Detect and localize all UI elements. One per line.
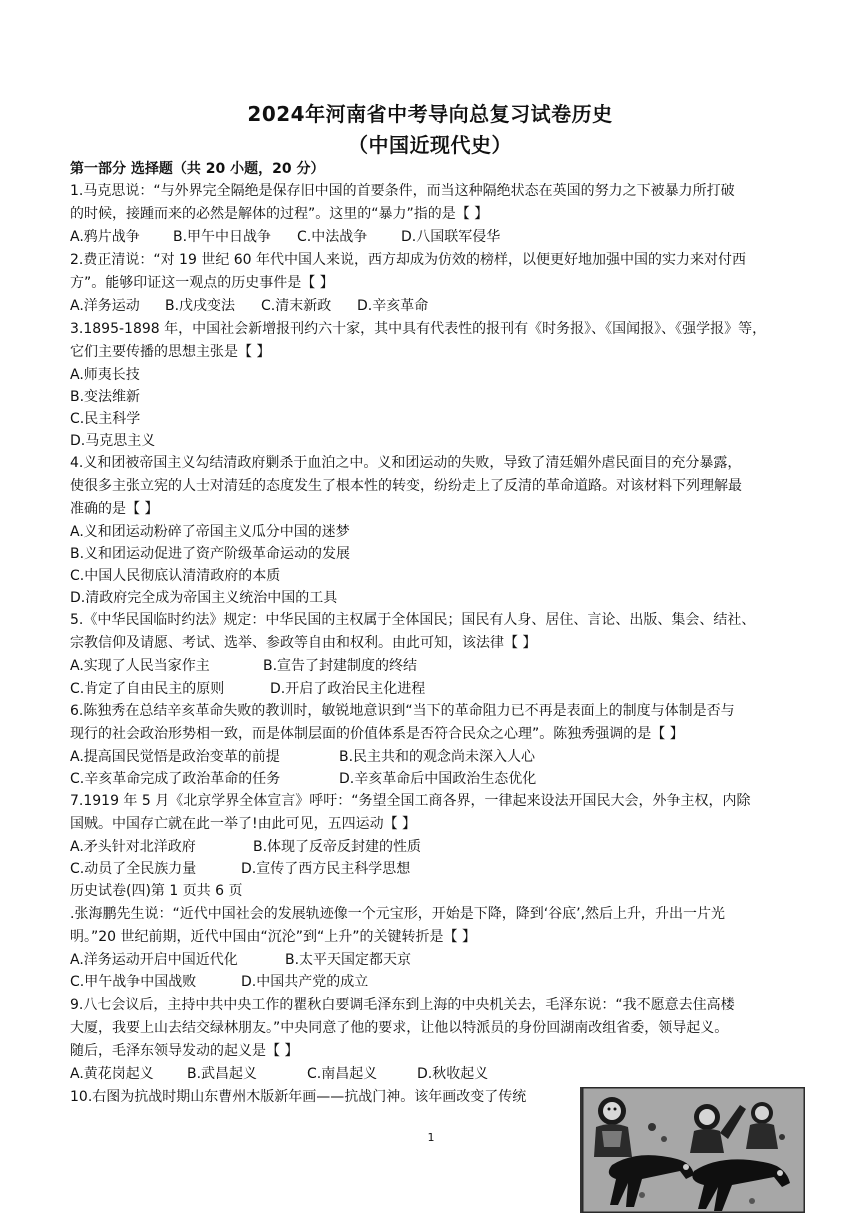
q7-option-d: D.宣传了西方民主科学思想 (241, 861, 411, 877)
q9-option-b: B.武昌起义 (187, 1066, 258, 1082)
q2-options (70, 295, 794, 317)
q6-option-c: C.辛亥革命完成了政治革命的任务 (70, 771, 281, 787)
exam-subtitle: （中国近现代史） (348, 133, 512, 157)
q1-option-b: B.甲午中日战争 (173, 229, 272, 245)
q1-option-c: C.中法战争 (297, 229, 368, 245)
q1-options (70, 226, 794, 248)
q6-options-row2 (70, 768, 794, 790)
q1-text-line2: 的时候，接踵而来的必然是解体的过程”。这里的“暴力”指的是【 】 (70, 206, 489, 222)
q4-text-line3: 准确的是【 】 (70, 501, 159, 517)
q6-option-d: D.辛亥革命后中国政治生态优化 (339, 771, 537, 787)
q7-text-line1: 7.1919 年 5 月《北京学界全体宣言》呼吁：“务望全国工商各界，一律起来设法开国民大会，外争主权，内除 (70, 793, 751, 809)
q2-text-line2: 方”。能够印证这一观点的历史事件是【 】 (70, 275, 334, 291)
q3-option-b: B.变法维新 (70, 389, 141, 405)
q8-option-a: A.洋务运动开启中国近代化 (70, 952, 238, 968)
q4-option-c: C.中国人民彻底认清清政府的本质 (70, 568, 281, 584)
q3-option-a: A.师夷长技 (70, 367, 140, 383)
q8-options-row2 (70, 971, 794, 993)
q2-text-line1: 2.费正清说：“对 19 世纪 60 年代中国人来说，西方却成为仿效的榜样，以便更好地加强中国的实力来对付西 (70, 252, 747, 268)
q1-text-line1: 1.马克思说：“与外界完全隔绝是保存旧中国的首要条件，而当这种隔绝状态在英国的努力之下被暴力所打破 (70, 183, 735, 199)
q8-option-d: D.中国共产党的成立 (241, 974, 369, 990)
q5-option-d: D.开启了政治民主化进程 (270, 681, 426, 697)
q9-text-line1: 9.八七会议后，主持中共中央工作的瞿秋白要调毛泽东到上海的中央机关去，毛泽东说：“我不愿意去住高楼 (70, 997, 735, 1013)
door-god-illustration (582, 1087, 805, 1213)
q2-option-c: C.清末新政 (261, 298, 332, 314)
q8-text-line2: 明。”20 世纪前期，近代中国由“沉沦”到“上升”的关键转折是【 】 (70, 929, 476, 945)
q5-option-c: C.肯定了自由民主的原则 (70, 681, 225, 697)
q3-option-d: D.马克思主义 (70, 433, 156, 449)
q4-option-b: B.义和团运动促进了资产阶级革命运动的发展 (70, 546, 351, 562)
q8-option-c: C.甲午战争中国战败 (70, 974, 197, 990)
q2-option-a: A.洋务运动 (70, 298, 140, 314)
q7-option-a: A.矛头针对北洋政府 (70, 839, 196, 855)
q9-options (70, 1063, 794, 1085)
q3-text-line2: 它们主要传播的思想主张是【 】 (70, 344, 271, 360)
exam-title: 2024年河南省中考导向总复习试卷历史 (247, 102, 613, 126)
q3-option-c: C.民主科学 (70, 411, 141, 427)
q10-text-line1: 10.右图为抗战时期山东曹州木版新年画——抗战门神。该年画改变了传统 (70, 1089, 527, 1105)
q6-option-a: A.提高国民觉悟是政治变革的前提 (70, 749, 280, 765)
q8-option-b: B.太平天国定都天京 (285, 952, 412, 968)
q5-option-b: B.宣告了封建制度的终结 (263, 658, 418, 674)
section-header: 第一部分 选择题（共 20 小题，20 分） (70, 161, 325, 177)
q5-options-row1 (70, 655, 794, 677)
q7-option-c: C.动员了全民族力量 (70, 861, 197, 877)
q6-option-b: B.民主共和的观念尚未深入人心 (339, 749, 536, 765)
q2-option-d: D.辛亥革命 (357, 298, 429, 314)
q4-text-line1: 4.义和团被帝国主义勾结清政府剿杀于血泊之中。义和团运动的失败，导致了清廷媚外虐民面目的充分暴露， (70, 455, 742, 471)
q5-options-row2 (70, 678, 794, 700)
q7-options-row1 (70, 836, 794, 858)
q9-option-d: D.秋收起义 (417, 1066, 489, 1082)
door-god-woodblock-image (580, 1087, 805, 1213)
q4-option-a: A.义和团运动粉碎了帝国主义瓜分中国的迷梦 (70, 524, 350, 540)
q6-options-row1 (70, 746, 794, 768)
q2-option-b: B.戊戌变法 (165, 298, 236, 314)
q4-text-line2: 使很多主张立宪的人士对清廷的态度发生了根本性的转变，纷纷走上了反清的革命道路。对该材料下列理解最 (70, 478, 742, 494)
q9-option-a: A.黄花岗起义 (70, 1066, 154, 1082)
q6-text-line2: 现行的社会政治形势相一致，而是体制层面的价值体系是否符合民众之心理”。陈独秀强调的是【 】 (70, 726, 684, 742)
q7-text-line2: 国贼。中国存亡就在此一举了!由此可见，五四运动【 】 (70, 816, 417, 832)
q9-text-line2: 大厦，我要上山去结交绿林朋友。”中央同意了他的要求，让他以特派员的身份回湖南改组省委，领导起义。 (70, 1020, 729, 1036)
q8-options-row1 (70, 949, 794, 971)
q7-option-b: B.体现了反帝反封建的性质 (253, 839, 422, 855)
page-footer-text: 历史试卷(四)第 1 页共 6 页 (70, 883, 243, 899)
q1-option-a: A.鸦片战争 (70, 229, 140, 245)
q5-text-line1: 5.《中华民国临时约法》规定：中华民国的主权属于全体国民；国民有人身、居住、言论、出版、集会、结社、 (70, 612, 756, 628)
q9-option-c: C.南昌起义 (307, 1066, 378, 1082)
q9-text-line3: 随后，毛泽东领导发动的起义是【 】 (70, 1043, 299, 1059)
q6-text-line1: 6.陈独秀在总结辛亥革命失败的教训时，敏锐地意识到“当下的革命阻力已不再是表面上的制度与体制是否与 (70, 703, 735, 719)
q7-options-row2 (70, 858, 794, 880)
q5-text-line2: 宗教信仰及请愿、考试、选举、参政等自由和权利。由此可知，该法律【 】 (70, 635, 537, 651)
q1-option-d: D.八国联军侵华 (401, 229, 501, 245)
q8-text-line1: .张海鹏先生说：“近代中国社会的发展轨迹像一个元宝形，开始是下降，降到‘谷底’,然后上升，升出一片光 (70, 906, 726, 922)
page-number: 1 (427, 1131, 435, 1144)
q5-option-a: A.实现了人民当家作主 (70, 658, 210, 674)
q4-option-d: D.清政府完全成为帝国主义统治中国的工具 (70, 590, 338, 606)
q3-text-line1: 3.1895-1898 年，中国社会新增报刊约六十家，其中具有代表性的报刊有《时务报》、《国闻报》、《强学报》等， (70, 321, 767, 337)
